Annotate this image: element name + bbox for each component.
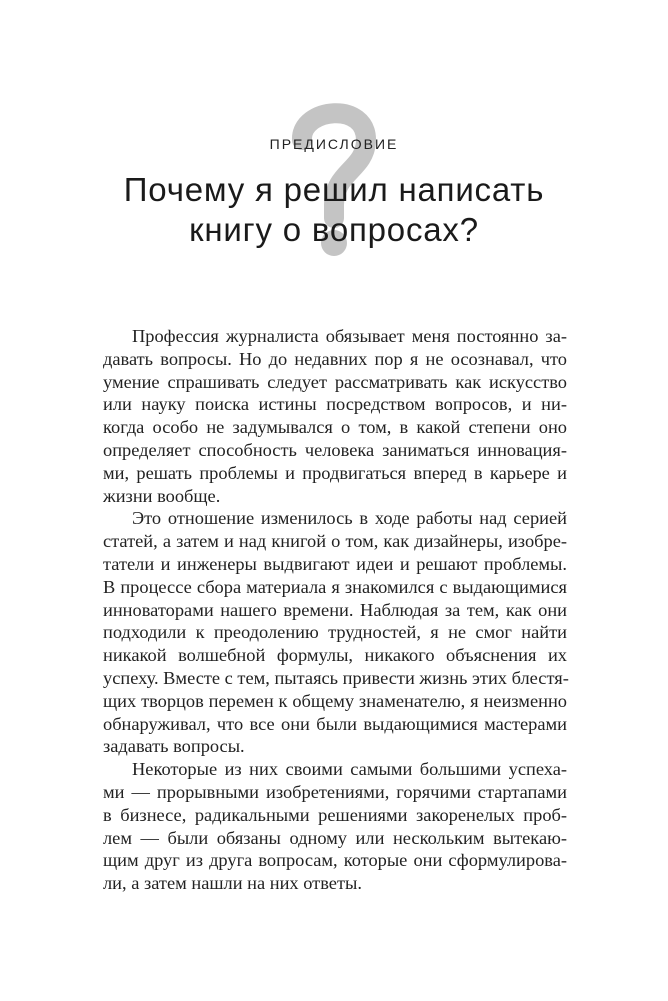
text-line: статей, а затем и над книгой о том, как дизайнеры, изобре- [103,531,567,552]
paragraph [103,325,567,507]
text-line: лем — были обязаны одному или нескольким вытекаю- [103,827,567,848]
text-line: щих творцов перемен к общему знаменателю, я неизменно [103,690,567,711]
paragraph [103,758,567,895]
text-line: Профессия журналиста обязывает меня постоянно за- [132,326,567,346]
text-line: Это отношение изменилось в ходе работы над серией [132,508,567,529]
text-line: щим друг из друга вопросам, которые они сформулирова- [103,850,567,871]
text-line: или науку поиска истины посредством вопросов, и ни- [103,394,567,415]
text-line: никакой волшебной формулы, никакого объяснения их [103,645,567,666]
text-line: Некоторые из них своими самыми большими успеха- [132,759,567,780]
chapter-title-line: Почему я решил написать [123,171,545,208]
chapter-kicker: ПРЕДИСЛОВИЕ [269,136,399,152]
chapter-title-line: книгу о вопросах? [189,211,479,248]
text-line: ли, а затем нашли на них ответы. [103,873,362,894]
text-line: давать вопросы. Но до недавних пор я не осознавал, что [103,348,567,369]
paragraph [103,507,567,758]
text-line: в бизнесе, радикальными решениями закоренелых проб- [103,804,567,825]
text-line: задавать вопросы. [103,736,245,757]
text-line: татели и инженеры выдвигают идеи и решают проблемы. [103,553,567,574]
text-line: ми — прорывными изобретениями, горячими стартапами [103,781,567,802]
text-line: инноваторами нашего времени. Наблюдая за тем, как они [103,599,567,620]
text-line: умение спрашивать следует рассматривать как искусство [103,371,567,392]
text-line: обнаруживал, что все они были выдающимися мастерами [103,713,567,734]
text-line: ми, решать проблемы и продвигаться вперед в карьере и [103,462,567,483]
text-line: подходили к преодолению трудностей, я не смог найти [103,622,567,643]
chapter-title [0,170,668,250]
body-text [103,325,567,895]
text-line: успеху. Вместе с тем, пытаясь привести жизнь этих блестя- [103,667,569,688]
text-line: В процессе сбора материала я знакомился с выдающимися [103,576,567,597]
text-line: когда особо не задумывался о том, в какой степени оно [103,417,567,438]
text-line: жизни вообще. [103,485,221,506]
text-line: определяет способность человека заниматься инновация- [103,439,567,460]
